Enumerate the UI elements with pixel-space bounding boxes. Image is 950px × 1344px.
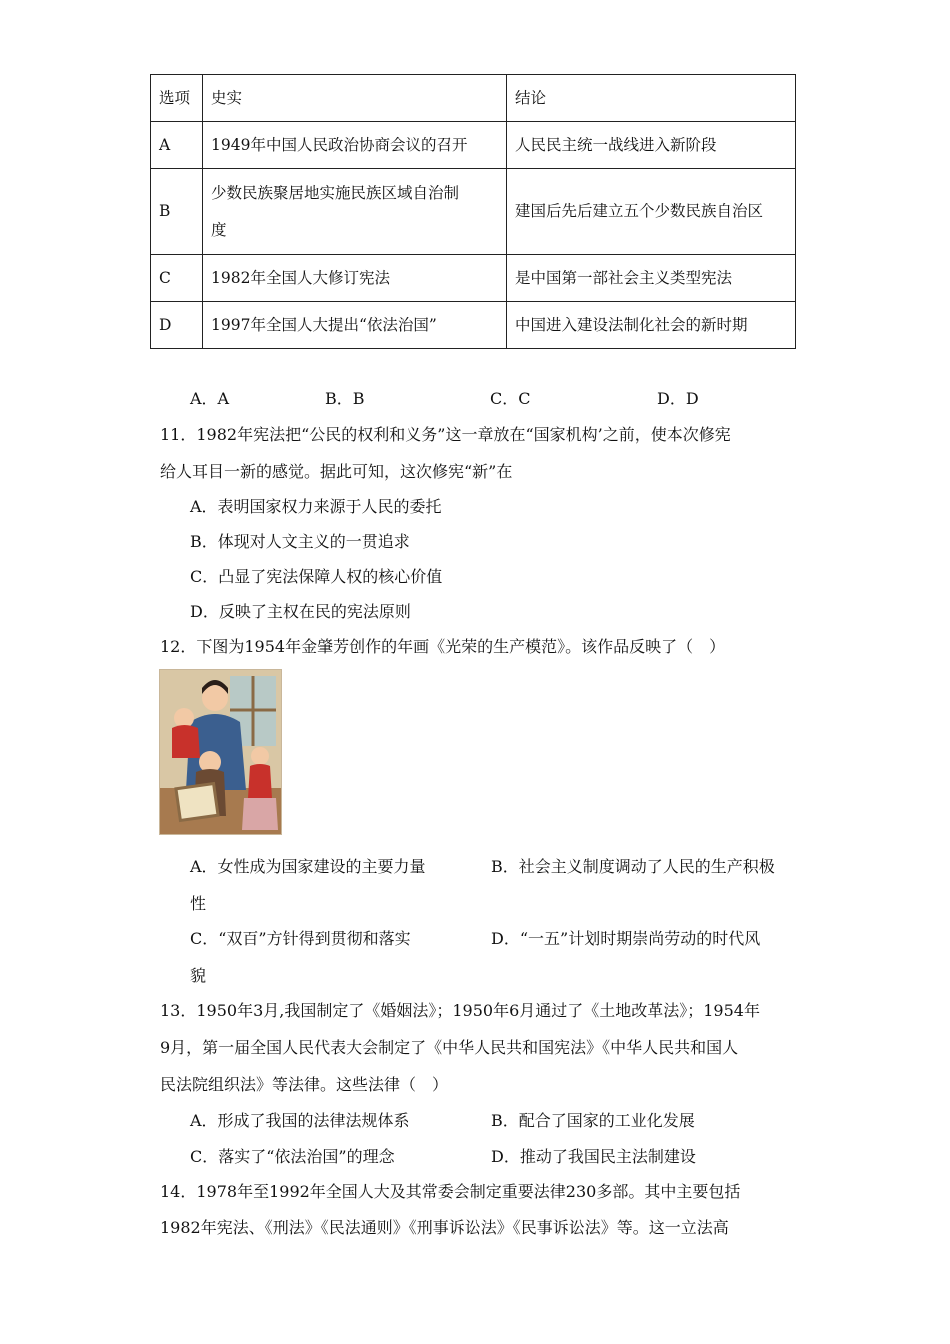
poster-illustration <box>160 670 281 834</box>
q13-option-a[interactable]: A．形成了我国的法律法规体系 <box>190 1111 410 1130</box>
q11-option-d[interactable]: D．反映了主权在民的宪法原则 <box>190 602 411 621</box>
table-cell: 1997年全国人大提出“依法治国” <box>203 302 507 349</box>
q12-option-c[interactable]: C．“双百”方针得到贯彻和落实 <box>190 929 411 948</box>
q13-stem: 民法院组织法》等法律。这些法律（ ） <box>160 1075 449 1094</box>
table-row <box>151 255 796 302</box>
table-header-cell: 结论 <box>507 75 796 122</box>
q12-option-a[interactable]: A．女性成为国家建设的主要力量 <box>190 857 426 876</box>
q13-option-b[interactable]: B．配合了国家的工业化发展 <box>491 1111 695 1130</box>
table-cell-line: 少数民族聚居地实施民族区域自治制 <box>211 183 460 202</box>
table-cell-line: 度 <box>211 220 227 239</box>
table-row <box>151 302 796 349</box>
q12-option-d[interactable]: D．“一五”计划时期崇尚劳动的时代风 <box>491 929 761 948</box>
q12-option-b-wrap: 性 <box>190 894 207 913</box>
table-row <box>151 169 796 255</box>
q10-option-a[interactable]: A．A <box>190 389 230 408</box>
q12-option-b[interactable]: B．社会主义制度调动了人民的生产积极 <box>491 857 775 876</box>
history-facts-table <box>150 74 796 349</box>
table-cell: 1982年全国人大修订宪法 <box>203 255 507 302</box>
q10-option-d[interactable]: D．D <box>657 389 699 408</box>
new-year-painting-image <box>159 669 282 835</box>
q14-stem: 1982年宪法、《刑法》《民法通则》《刑事诉讼法》《民事诉讼法》等。这一立法高 <box>160 1218 729 1237</box>
table-header-row <box>151 75 796 122</box>
table-cell: C <box>151 255 203 302</box>
table-cell: 是中国第一部社会主义类型宪法 <box>507 255 796 302</box>
q11-option-b[interactable]: B．体现对人文主义的一贯追求 <box>190 532 410 551</box>
table-row <box>151 122 796 169</box>
table-cell: 建国后先后建立五个少数民族自治区 <box>507 169 796 255</box>
table-header-cell: 选项 <box>151 75 203 122</box>
q13-stem: 13．1950年3月,我国制定了《婚姻法》；1950年6月通过了《土地改革法》；1954年 <box>160 1001 760 1020</box>
q11-stem: 11．1982年宪法把“公民的权利和义务”这一章放在“国家机构’之前，使本次修宪 <box>160 425 731 444</box>
q11-option-a[interactable]: A．表明国家权力来源于人民的委托 <box>190 497 442 516</box>
q10-option-b[interactable]: B．B <box>325 389 365 408</box>
table-cell: B <box>151 169 203 255</box>
table-cell: D <box>151 302 203 349</box>
q13-option-d[interactable]: D．推动了我国民主法制建设 <box>491 1147 696 1166</box>
table-cell <box>203 169 507 255</box>
q11-stem: 给人耳目一新的感觉。据此可知，这次修宪“新”在 <box>160 462 513 481</box>
q12-option-d-wrap: 貌 <box>190 966 207 985</box>
q13-option-c[interactable]: C．落实了“依法治国”的理念 <box>190 1147 395 1166</box>
q13-stem: 9月，第一届全国人民代表大会制定了《中华人民共和国宪法》《中华人民共和国人 <box>160 1038 739 1057</box>
table-cell: 1949年中国人民政治协商会议的召开 <box>203 122 507 169</box>
q14-stem: 14．1978年至1992年全国人大及其常委会制定重要法律230多部。其中主要包括 <box>160 1182 741 1201</box>
q11-option-c[interactable]: C．凸显了宪法保障人权的核心价值 <box>190 567 443 586</box>
table-cell: A <box>151 122 203 169</box>
table-cell: 人民民主统一战线进入新阶段 <box>507 122 796 169</box>
q12-stem: 12．下图为1954年金肇芳创作的年画《光荣的生产模范》。该作品反映了（ ） <box>160 637 726 656</box>
table-cell: 中国进入建设法制化社会的新时期 <box>507 302 796 349</box>
table-header-cell: 史实 <box>203 75 507 122</box>
q10-option-c[interactable]: C．C <box>490 389 531 408</box>
